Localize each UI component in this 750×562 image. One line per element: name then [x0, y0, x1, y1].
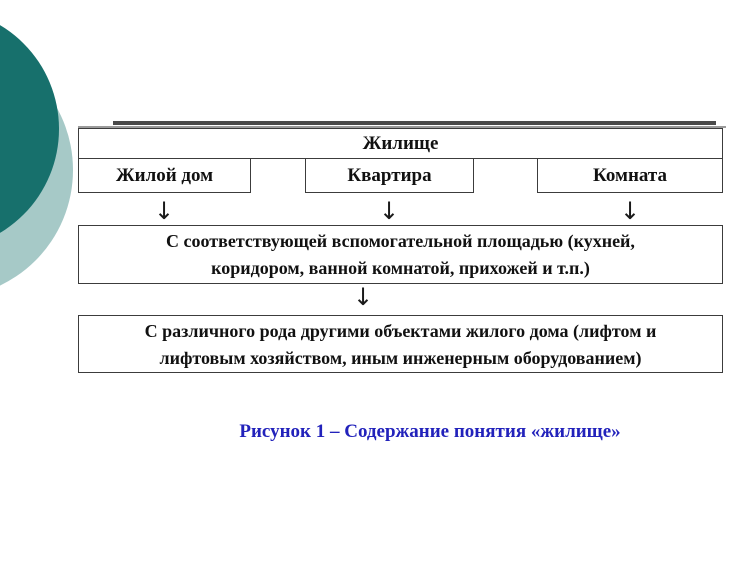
dwelling-concept-diagram	[78, 128, 723, 378]
box-auxiliary-area	[78, 225, 723, 284]
box-room-label: Комната	[593, 165, 667, 186]
box-apartment	[305, 158, 474, 193]
down-arrow-icon: ↓	[352, 283, 374, 311]
box-other-objects-line1: С различного рода другими объектами жилого дома (лифтом и	[144, 321, 657, 341]
figure-caption: Рисунок 1 – Содержание понятия «жилище»	[239, 421, 621, 442]
box-residential-house	[78, 158, 251, 193]
box-dwelling-label: Жилище	[362, 133, 439, 154]
box-auxiliary-area-line1: С соответствующей вспомогательной площадью (кухней,	[166, 231, 635, 251]
box-other-objects	[78, 315, 723, 373]
box-other-objects-line2: лифтовым хозяйством, иным инженерным оборудованием)	[159, 348, 642, 368]
box-residential-house-label: Жилой дом	[115, 165, 214, 186]
box-room	[537, 158, 723, 193]
down-arrow-icon: ↓	[378, 197, 400, 225]
title-underline-dark	[113, 121, 716, 125]
down-arrow-icon: ↓	[153, 197, 175, 225]
box-apartment-label: Квартира	[347, 165, 432, 186]
box-auxiliary-area-line2: коридором, ванной комнатой, прихожей и т.п.)	[211, 258, 590, 278]
box-dwelling	[78, 128, 723, 159]
down-arrow-icon: ↓	[619, 197, 641, 225]
